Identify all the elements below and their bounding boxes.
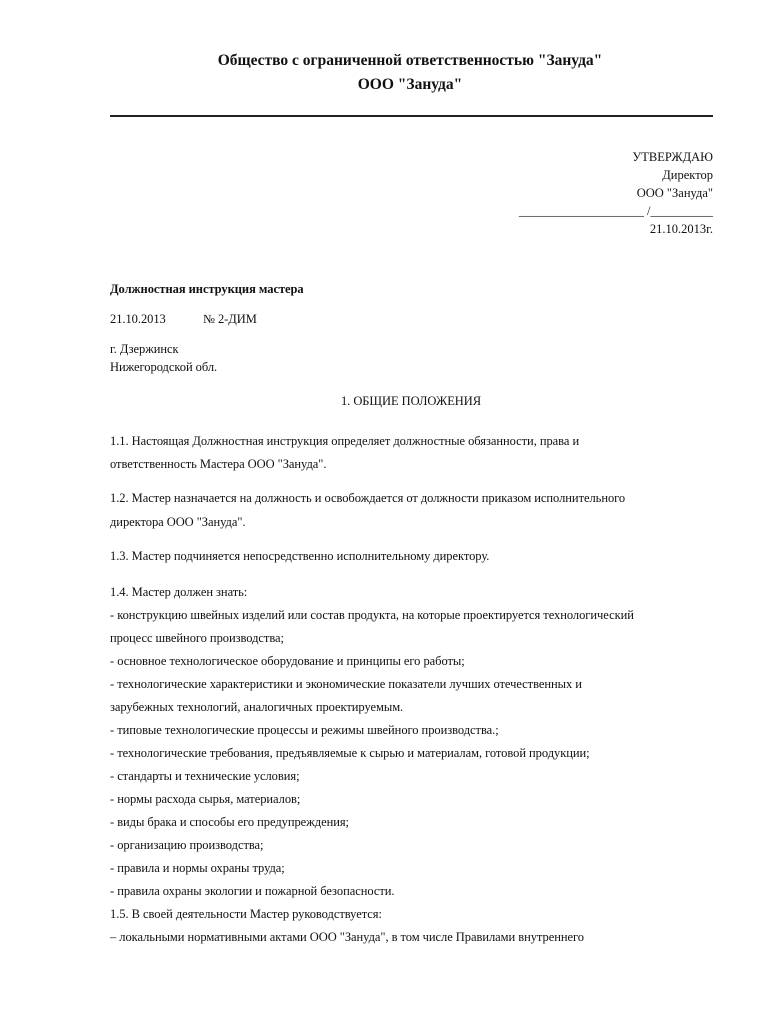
list-item: - виды брака и способы его предупреждения; <box>110 815 349 829</box>
org-short-name: ООО "Зануда" <box>357 76 463 93</box>
list-item: - нормы расхода сырья, материалов; <box>110 792 301 806</box>
paragraph-line: 1.2. Мастер назначается на должность и освобождается от должности приказом исполнительного <box>110 491 626 505</box>
list-item: - типовые технологические процессы и режимы швейного производства.; <box>110 723 499 737</box>
approval-position: Директор <box>662 168 713 182</box>
list-item: процесс швейного производства; <box>110 631 284 645</box>
document-title: Должностная инструкция мастера <box>110 282 304 296</box>
list-item: – локальными нормативными актами ООО "Зануда", в том числе Правилами внутреннего <box>110 930 584 944</box>
document-date: 21.10.2013 <box>110 312 166 326</box>
paragraph-line: ответственность Мастера ООО "Зануда". <box>110 457 327 471</box>
approval-stamp: УТВЕРЖДАЮ <box>632 150 713 164</box>
approval-org: ООО "Зануда" <box>636 186 713 200</box>
document-city: г. Дзержинск <box>110 342 179 356</box>
section-heading: 1. ОБЩИЕ ПОЛОЖЕНИЯ <box>340 394 482 408</box>
list-item: - основное технологическое оборудование и принципы его работы; <box>110 654 465 668</box>
list-item: - стандарты и технические условия; <box>110 769 300 783</box>
approval-signature-line: ____________________ /__________ <box>518 204 713 218</box>
org-full-name: Общество с ограниченной ответственностью "Зануда" <box>217 52 603 69</box>
document-region: Нижегородской обл. <box>110 360 218 374</box>
list-item: зарубежных технологий, аналогичных проектируемым. <box>110 700 404 714</box>
header-divider <box>110 115 713 117</box>
list-item: - технологические характеристики и экономические показатели лучших отечественных и <box>110 677 582 691</box>
list-item: - правила и нормы охраны труда; <box>110 861 285 875</box>
paragraph-line: 1.1. Настоящая Должностная инструкция определяет должностные обязанности, права и <box>110 434 580 448</box>
list-item: - конструкцию швейных изделий или состав продукта, на которые проектируется технологический <box>110 608 634 622</box>
document-number: № 2-ДИМ <box>203 312 257 326</box>
approval-date: 21.10.2013г. <box>649 222 713 236</box>
paragraph-line: 1.5. В своей деятельности Мастер руководствуется: <box>110 907 382 921</box>
paragraph-line: 1.4. Мастер должен знать: <box>110 585 248 599</box>
paragraph-line: директора ООО "Зануда". <box>110 515 246 529</box>
list-item: - технологические требования, предъявляемые к сырью и материалам, готовой продукции; <box>110 746 590 760</box>
list-item: - правила охраны экологии и пожарной безопасности. <box>110 884 395 898</box>
paragraph-line: 1.3. Мастер подчиняется непосредственно исполнительному директору. <box>110 549 490 563</box>
list-item: - организацию производства; <box>110 838 264 852</box>
